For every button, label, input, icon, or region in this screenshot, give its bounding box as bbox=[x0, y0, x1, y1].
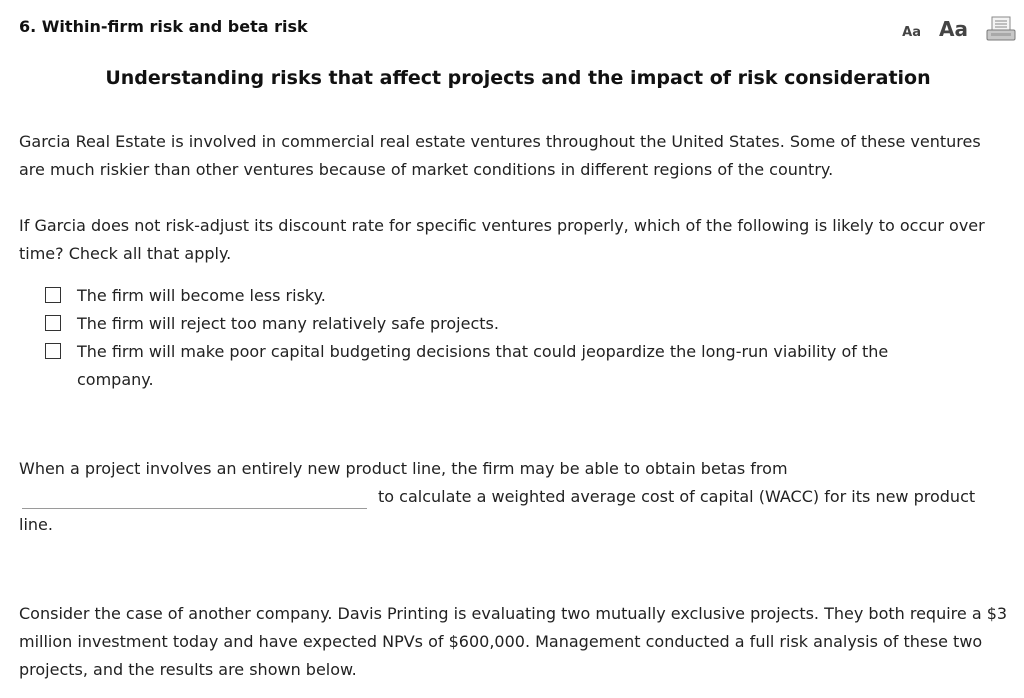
toolbar bbox=[902, 14, 1016, 44]
option-label: The firm will reject too many relatively safe projects. bbox=[77, 314, 499, 333]
paragraph-betas-part1: When a project involves an entirely new product line, the firm may be able to obtain betas from bbox=[19, 459, 788, 478]
option-label: The firm will become less risky. bbox=[77, 286, 326, 305]
betas-source-input[interactable] bbox=[22, 486, 367, 509]
option-checkbox[interactable] bbox=[45, 287, 61, 303]
option-label: The firm will make poor capital budgeting decisions that could jeopardize the long-run viability of the company. bbox=[77, 342, 889, 389]
option-checkbox[interactable] bbox=[45, 343, 61, 359]
option-checkbox[interactable] bbox=[45, 315, 61, 331]
paragraph-intro: Garcia Real Estate is involved in commercial real estate ventures throughout the United States. Some of these ventures are much riskier than other ventures because of market conditions in different regions of the country. bbox=[19, 132, 981, 179]
paragraph-question: If Garcia does not risk-adjust its discount rate for specific ventures properly, which of the following is likely to occur over time? Check all that apply. bbox=[19, 216, 985, 263]
section-heading: Understanding risks that affect projects and the impact of risk consideration bbox=[105, 67, 931, 89]
question-title: 6. Within-firm risk and beta risk bbox=[19, 17, 308, 36]
paragraph-betas-part3: line. bbox=[19, 515, 53, 534]
checkbox-options bbox=[45, 282, 945, 394]
font-size-small-button[interactable]: Aa bbox=[902, 24, 922, 40]
paragraph-davis-printing: Consider the case of another company. Davis Printing is evaluating two mutually exclusive projects. They both require a $3 million investment today and have expected NPVs of $600,000. Management conducted a full risk analysis of these two projects, and the results are shown below. bbox=[19, 604, 1008, 679]
option-item bbox=[45, 310, 945, 338]
paragraph-betas-part2: to calculate a weighted average cost of capital (WACC) for its new product bbox=[378, 487, 976, 506]
option-item bbox=[45, 338, 945, 394]
print-icon[interactable] bbox=[986, 16, 1016, 42]
font-size-large-button[interactable]: Aa bbox=[939, 17, 968, 41]
option-item bbox=[45, 282, 945, 310]
